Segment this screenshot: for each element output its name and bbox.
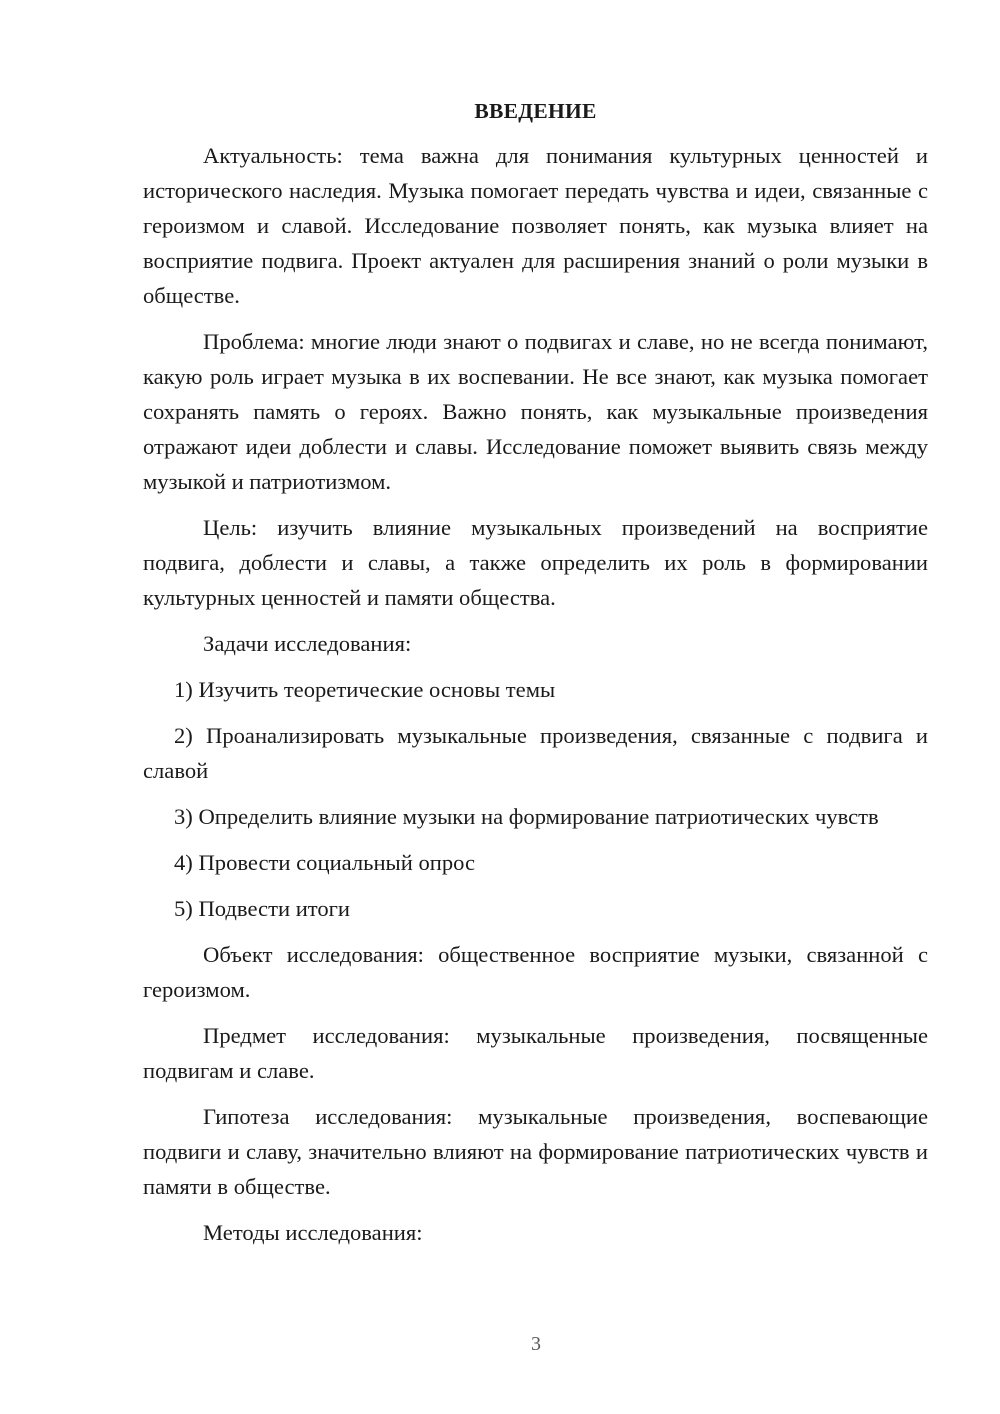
methods-heading: Методы исследования: (203, 1220, 423, 1245)
relevance-paragraph: Актуальность: тема важна для понимания культурных ценностей и исторического наследия. Музыка помогает передать чувства и идеи, связанные с героизмом и славой. Исследование позволяет понять, как музыка влияет на восприятие подвига. Проект актуален для расширения знаний о роли музыки в обществе. (143, 143, 928, 308)
task-item-2: 2) Проанализировать музыкальные произведения, связанные с подвига и славой (143, 723, 928, 783)
task-item-4: 4) Провести социальный опрос (174, 850, 476, 875)
page-title: ВВЕДЕНИЕ (474, 99, 597, 123)
task-item-1: 1) Изучить теоретические основы темы (174, 677, 556, 702)
page-number: 3 (531, 1333, 541, 1355)
problem-paragraph: Проблема: многие люди знают о подвигах и славе, но не всегда понимают, какую роль играет музыка в их воспевании. Не все знают, как музыка помогает сохранять память о героях. Важно понять, как музыкальные произведения отражают идеи доблести и славы. Исследование поможет выявить связь между музыкой и патриотизмом. (143, 329, 928, 494)
goal-paragraph: Цель: изучить влияние музыкальных произведений на восприятие подвига, доблести и славы, а также определить их роль в формировании культурных ценностей и памяти общества. (143, 515, 928, 610)
hypothesis-paragraph: Гипотеза исследования: музыкальные произведения, воспевающие подвиги и славу, значительно влияют на формирование патриотических чувств и памяти в обществе. (143, 1104, 928, 1199)
tasks-heading: Задачи исследования: (203, 631, 412, 656)
task-item-3: 3) Определить влияние музыки на формирование патриотических чувств (174, 804, 879, 829)
task-item-5: 5) Подвести итоги (174, 896, 351, 921)
page-content (143, 97, 928, 1250)
object-paragraph: Объект исследования: общественное восприятие музыки, связанной с героизмом. (143, 942, 928, 1002)
subject-paragraph: Предмет исследования: музыкальные произведения, посвященные подвигам и славе. (143, 1023, 928, 1083)
